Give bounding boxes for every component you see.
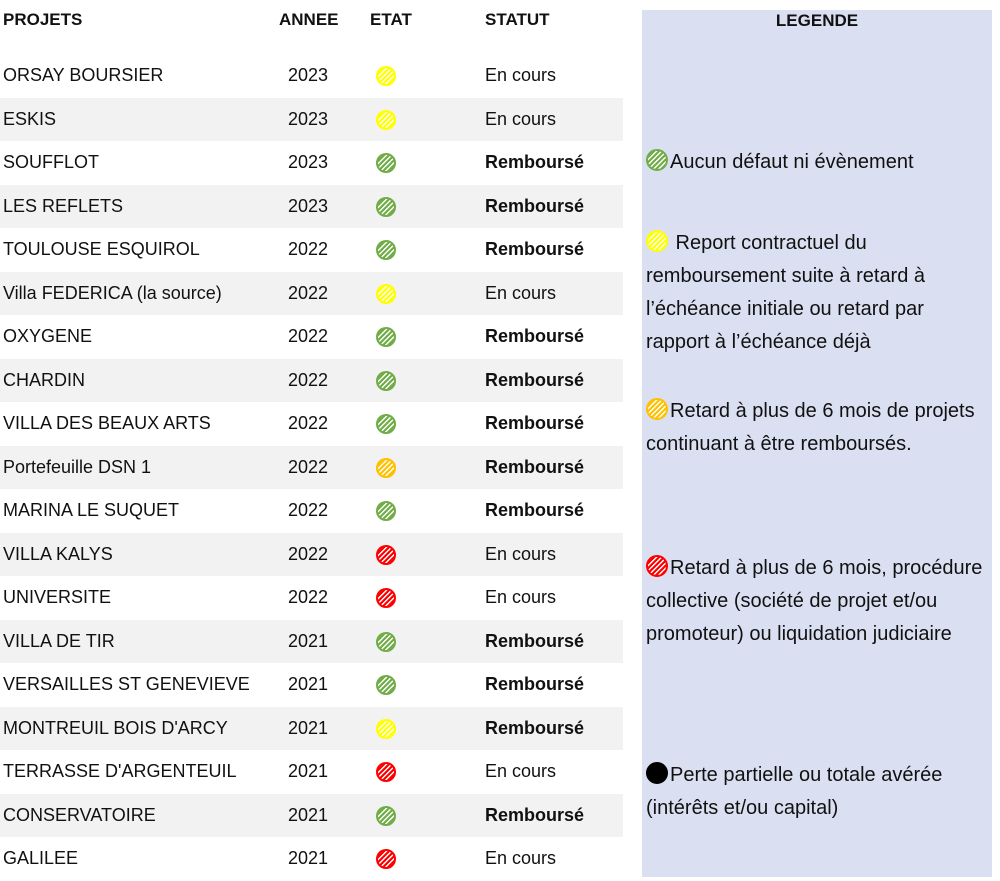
project-status: Remboursé	[485, 717, 585, 738]
project-status: Remboursé	[485, 413, 585, 433]
etat-dot-icon	[376, 675, 396, 695]
etat-dot-icon	[376, 153, 396, 173]
project-status: Remboursé	[485, 804, 585, 825]
etat-dot-icon	[376, 66, 396, 86]
project-name: ORSAY BOURSIER	[3, 65, 164, 85]
project-status: Remboursé	[485, 239, 585, 259]
etat-dot-icon	[376, 545, 396, 565]
project-name: ESKIS	[3, 108, 57, 129]
etat-dot-icon	[376, 719, 396, 739]
header-projets: PROJETS	[3, 10, 83, 29]
project-year: 2022	[288, 413, 329, 433]
etat-dot-icon	[376, 240, 396, 260]
legend-title: LEGENDE	[775, 11, 859, 30]
project-status: En cours	[485, 65, 557, 85]
project-year: 2022	[288, 282, 329, 303]
status-dot-yellow-icon	[376, 707, 398, 751]
legend-item-red: Retard à plus de 6 mois, procédure collective (société de projet et/ou promoteur) ou liquidation judiciaire	[646, 557, 983, 645]
project-year: 2021	[288, 674, 329, 694]
project-status: Remboursé	[485, 326, 585, 346]
table-row	[0, 315, 623, 359]
status-dot-green-icon	[376, 141, 398, 185]
project-name: SOUFFLOT	[3, 152, 100, 172]
project-status: Remboursé	[485, 152, 585, 172]
etat-dot-icon	[376, 762, 396, 782]
project-year: 2022	[288, 500, 329, 520]
project-status: Remboursé	[485, 500, 585, 520]
project-year: 2022	[288, 587, 329, 607]
status-dot-green-icon	[376, 228, 398, 272]
table-row	[0, 489, 623, 533]
etat-dot-icon	[376, 849, 396, 869]
table-row	[0, 402, 623, 446]
table-row	[0, 141, 623, 185]
etat-dot-icon	[376, 371, 396, 391]
status-dot-yellow-icon	[376, 54, 398, 98]
status-dot-red-icon	[646, 555, 668, 577]
status-dot-yellow-icon	[376, 272, 398, 316]
project-name: LES REFLETS	[3, 195, 124, 216]
project-year: 2022	[288, 543, 329, 564]
table-row	[0, 359, 623, 403]
table-row	[0, 98, 623, 142]
status-dot-yellow-icon	[376, 98, 398, 142]
legend-item-green: Aucun défaut ni évènement	[646, 146, 991, 179]
project-name: VILLA DES BEAUX ARTS	[3, 413, 211, 433]
status-dot-green-icon	[376, 794, 398, 838]
project-year: 2022	[288, 456, 329, 477]
project-name: TERRASSE D'ARGENTEUIL	[3, 761, 237, 781]
header-etat: ETAT	[370, 10, 412, 29]
project-status: Remboursé	[485, 674, 585, 694]
project-year: 2023	[288, 152, 329, 172]
table-row	[0, 750, 623, 794]
status-dot-orange-icon	[376, 446, 398, 490]
project-status: En cours	[485, 282, 557, 303]
table-row	[0, 707, 623, 751]
status-dot-green-icon	[376, 489, 398, 533]
table-row	[0, 228, 623, 272]
project-name: UNIVERSITE	[3, 587, 112, 607]
table-row	[0, 54, 623, 98]
status-dot-green-icon	[376, 185, 398, 229]
project-year: 2022	[288, 326, 329, 346]
project-name: VERSAILLES ST GENEVIEVE	[3, 674, 250, 694]
header-statut: STATUT	[485, 10, 550, 29]
status-dot-red-icon	[376, 576, 398, 620]
status-dot-green-icon	[376, 402, 398, 446]
legend-item-yellow: Report contractuel du remboursement suite à retard à l’échéance initiale ou retard par rapport à l’échéance déjà	[646, 232, 926, 353]
status-dot-green-icon	[376, 620, 398, 664]
etat-dot-icon	[376, 284, 396, 304]
project-status: Remboursé	[485, 369, 585, 390]
project-name: TOULOUSE ESQUIROL	[3, 239, 200, 259]
status-dot-green-icon	[646, 149, 668, 171]
etat-dot-icon	[376, 414, 396, 434]
table-row	[0, 576, 623, 620]
project-name: OXYGENE	[3, 326, 93, 346]
project-name: CHARDIN	[3, 369, 86, 390]
project-name: MARINA LE SUQUET	[3, 500, 180, 520]
table-row	[0, 272, 623, 316]
etat-dot-icon	[376, 110, 396, 130]
status-dot-yellow-icon	[646, 230, 668, 252]
project-name: VILLA KALYS	[3, 543, 113, 564]
status-dot-red-icon	[376, 837, 398, 881]
project-year: 2023	[288, 108, 329, 129]
etat-dot-icon	[376, 327, 396, 347]
project-year: 2023	[288, 65, 329, 85]
status-dot-red-icon	[376, 750, 398, 794]
project-year: 2021	[288, 717, 329, 738]
project-status: Remboursé	[485, 195, 585, 216]
etat-dot-icon	[376, 806, 396, 826]
project-status: En cours	[485, 587, 557, 607]
project-name: VILLA DE TIR	[3, 630, 115, 651]
table-row	[0, 446, 623, 490]
etat-dot-icon	[376, 501, 396, 521]
status-dot-orange-icon	[646, 398, 668, 420]
project-name: Portefeuille DSN 1	[3, 456, 152, 477]
project-year: 2023	[288, 195, 329, 216]
table-row	[0, 794, 623, 838]
table-row	[0, 837, 623, 881]
project-year: 2021	[288, 761, 329, 781]
table-row	[0, 185, 623, 229]
project-name: MONTREUIL BOIS D'ARCY	[3, 717, 228, 738]
etat-dot-icon	[376, 632, 396, 652]
project-status: Remboursé	[485, 630, 585, 651]
status-dot-green-icon	[376, 315, 398, 359]
table-row	[0, 663, 623, 707]
project-status: En cours	[485, 848, 557, 868]
status-dot-black-icon	[646, 762, 668, 784]
project-year: 2021	[288, 630, 329, 651]
etat-dot-icon	[376, 197, 396, 217]
project-year: 2021	[288, 848, 329, 868]
etat-dot-icon	[376, 588, 396, 608]
header-annee: ANNEE	[279, 10, 339, 29]
project-year: 2022	[288, 239, 329, 259]
status-dot-green-icon	[376, 663, 398, 707]
etat-dot-icon	[376, 458, 396, 478]
project-year: 2022	[288, 369, 329, 390]
project-name: GALILEE	[3, 848, 79, 868]
project-status: En cours	[485, 761, 557, 781]
project-status: En cours	[485, 543, 557, 564]
legend-item-black: Perte partielle ou totale avérée (intérêts et/ou capital)	[646, 764, 943, 819]
status-dot-green-icon	[376, 359, 398, 403]
legend-item-orange: Retard à plus de 6 mois de projets continuant à être remboursés.	[646, 400, 975, 455]
status-dot-red-icon	[376, 533, 398, 577]
project-name: Villa FEDERICA (la source)	[3, 282, 222, 303]
legend-panel	[642, 10, 992, 877]
project-status: Remboursé	[485, 456, 585, 477]
project-status: En cours	[485, 108, 557, 129]
table-row	[0, 533, 623, 577]
project-name: CONSERVATOIRE	[3, 804, 156, 825]
table-row	[0, 620, 623, 664]
project-year: 2021	[288, 804, 329, 825]
